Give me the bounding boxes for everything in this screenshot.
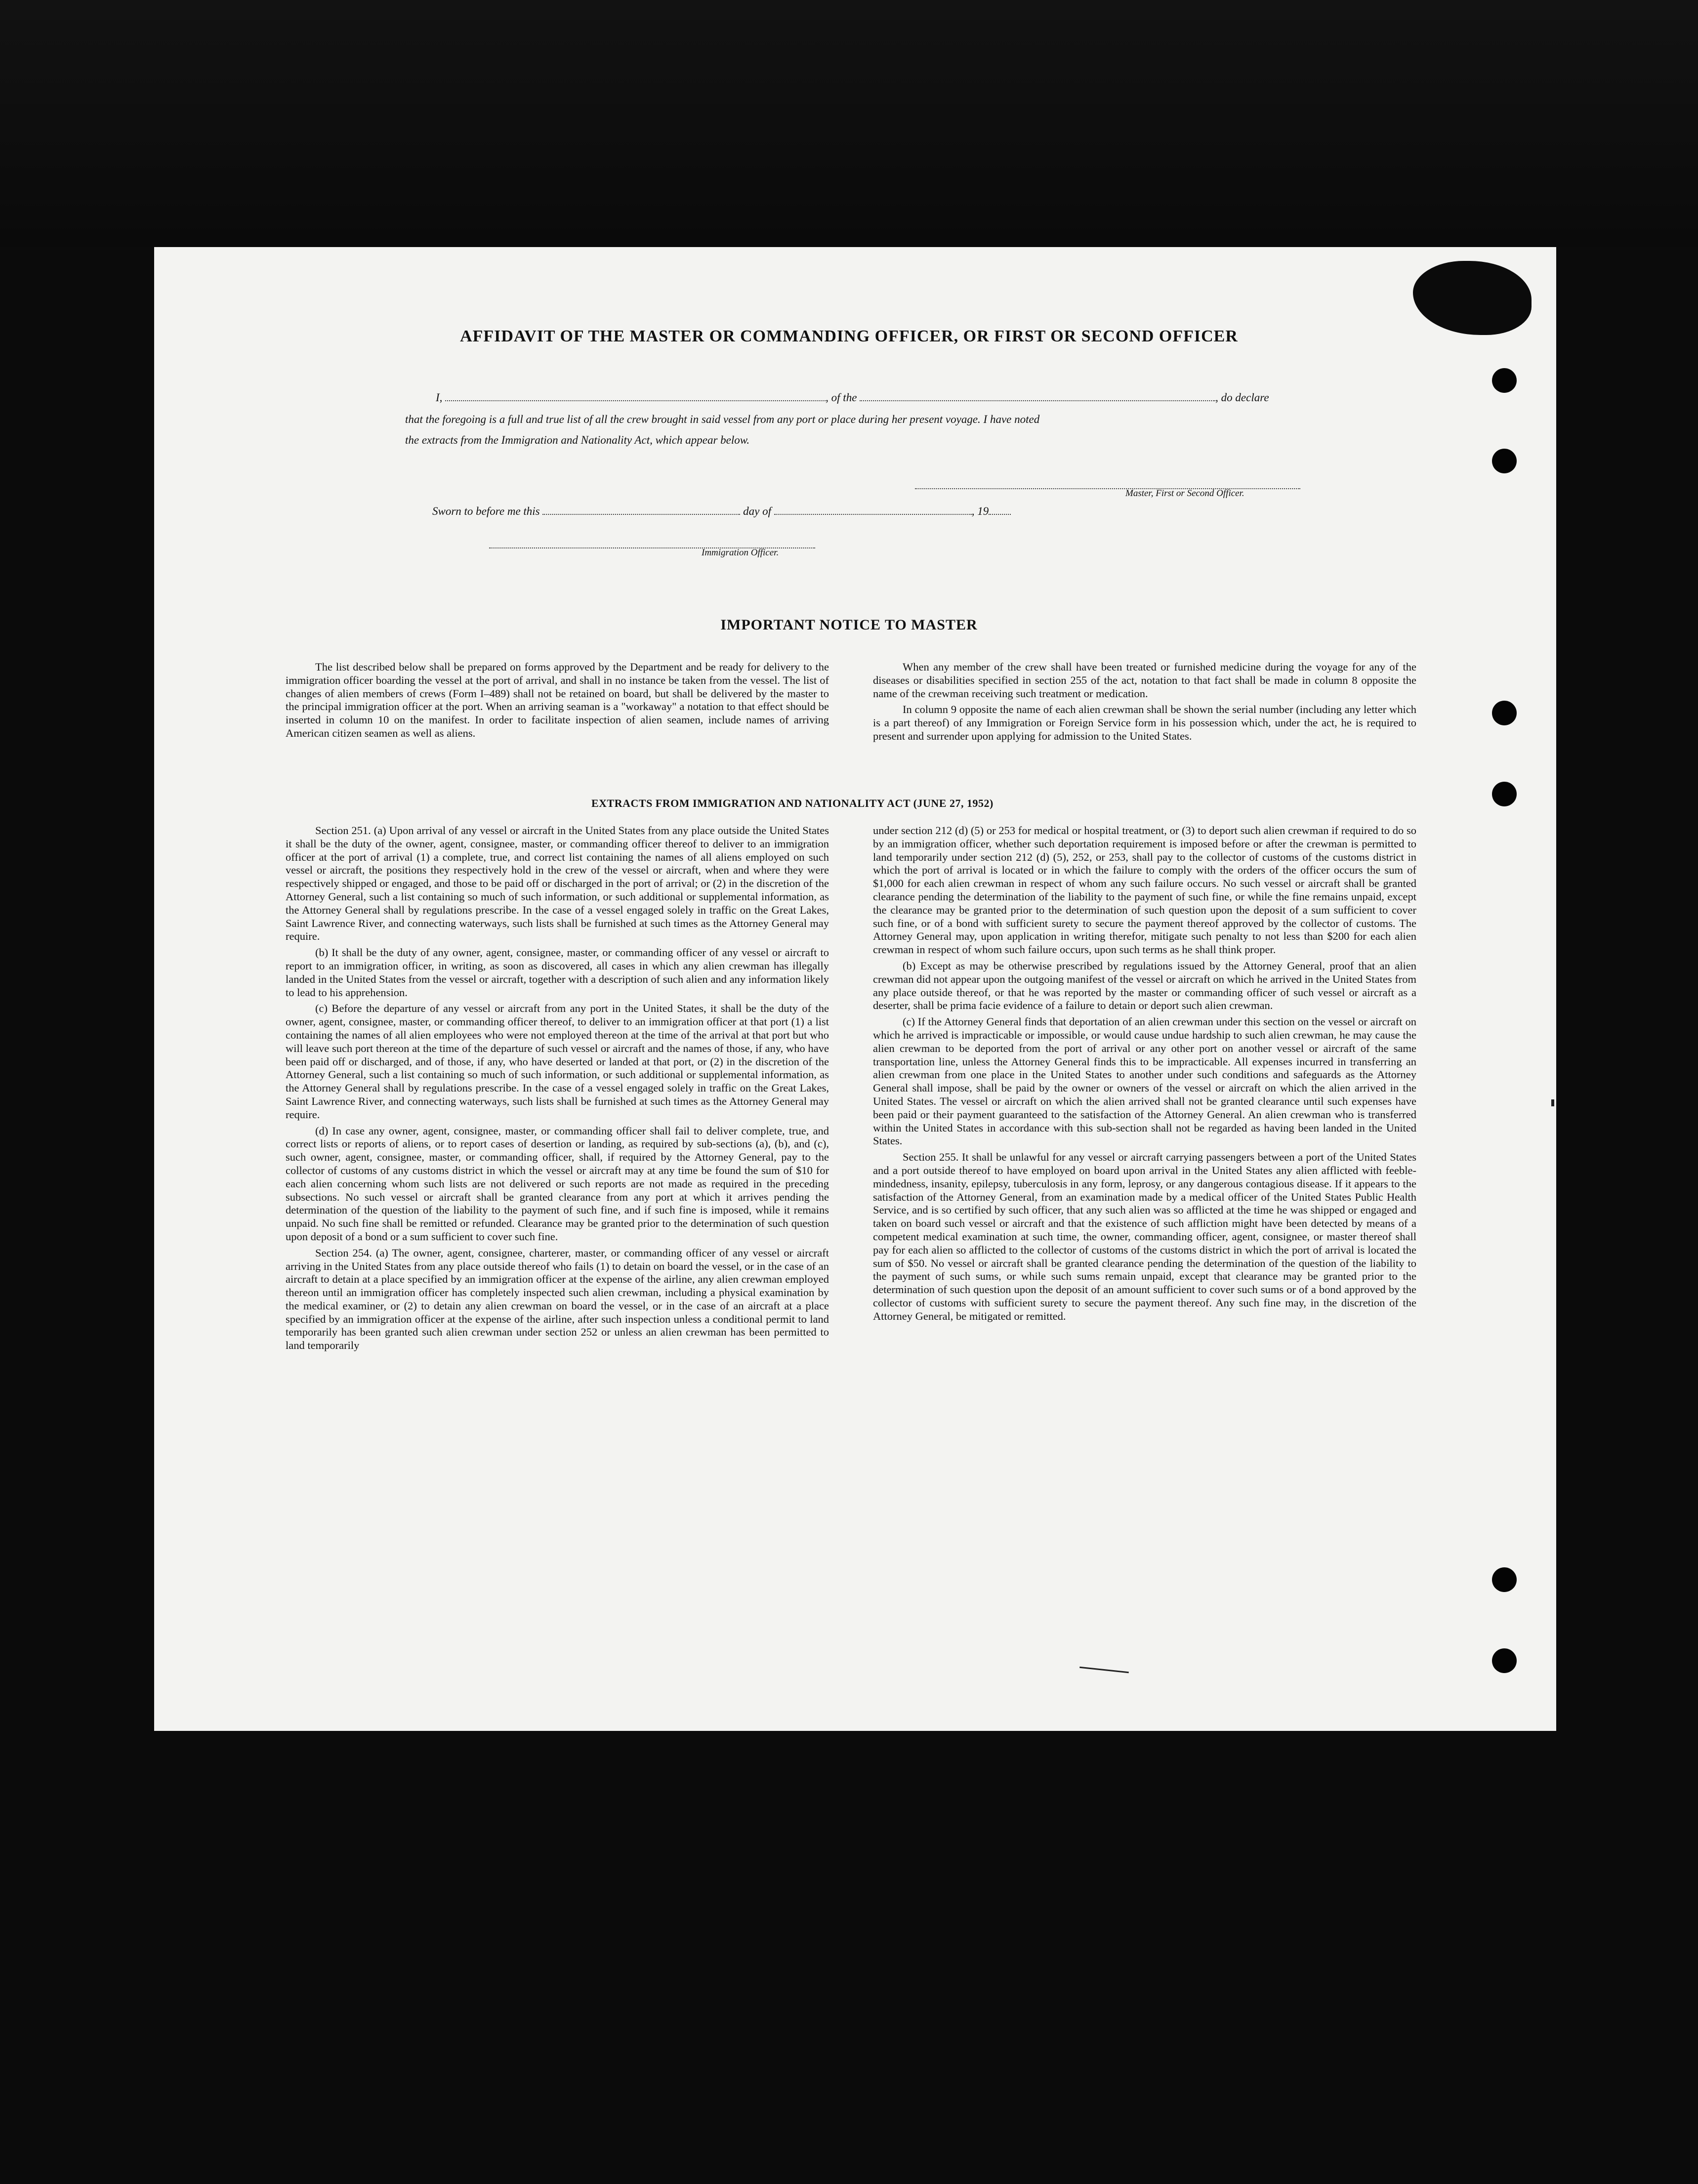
punch-hole [1492,368,1517,393]
label-year: , 19 [971,505,989,517]
year-field[interactable] [989,505,1011,515]
section-paragraph: Section 254. (a) The owner, agent, consignee, charterer, master, or commanding officer of any vessel or aircraft arriving in the United States from any place outside thereof who fails (1) to detain on board the vessel, or in the case of an aircraft to detain at a place specified by an immigration officer at the expense of the airline, any alien crewman employed thereon until an immigration officer has completely inspected such alien crewman, including a physical examination by the medical examiner, or (2) to detain any alien crewman on board the vessel, or in the case of an aircraft at a place specified by an immigration officer at the expense of the airline, after such inspection unless a conditional permit to land temporarily has been granted such alien crewman under section 252 or unless an alien crewman has been permitted to land temporarily [286,1246,829,1352]
vessel-field[interactable] [860,391,1215,401]
month-field[interactable] [774,505,972,515]
officer-caption: Immigration Officer. [702,547,779,558]
notice-title: IMPORTANT NOTICE TO MASTER [720,617,978,633]
punch-hole [1492,1648,1517,1673]
label-of-the: , of the [826,391,857,404]
section-paragraph: (d) In case any owner, agent, consignee, master, or commanding officer shall fail to deliver complete, true, and correct lists or reports of aliens, or to report cases of desertion or landing, as required by sub-sections (a), (b), and (c), such owner, agent, consignee, master, or commanding officer, shall, if required by the Attorney General, pay to the collector of customs of any customs district in which the vessel or aircraft may at any time be found the sum of $10 for each alien concerning whom such lists are not delivered or such reports are not made as required in the preceding subsections. No such vessel or aircraft shall be granted clearance from any port at which it arrives pending the determination of the question of the liability to the payment of such fine, and if such fine is imposed, while it remains unpaid. No such fine shall be remitted or refunded. Clearance may be granted prior to the determination of such question upon deposit of a bond or a sum sufficient to cover such fine. [286,1124,829,1243]
scan-background [0,0,1698,247]
label-day-of: day of [743,505,771,517]
affidavit-line-1 [436,391,1269,404]
scan-mark [1551,1099,1554,1106]
label-do-declare: , do declare [1215,391,1269,404]
notice-left-column [286,661,829,743]
section-paragraph: Section 255. It shall be unlawful for any vessel or aircraft carrying passengers between a port of the United States and a port outside thereof to have employed on board upon arrival in the United States any alien afflicted with feeble-mindedness, insanity, epilepsy, tuberculosis in any form, leprosy, or any dangerous contagious disease. If it appears to the satisfaction of the Attorney General, from an examination made by a medical officer of the United States Public Health Service, and is so certified by such officer, that any such alien was so afflicted at the time he was shipped or engaged and taken on board such vessel or aircraft and that the existence of such affliction might have been detected by means of a competent medical examination at such time, the owner, commanding officer, agent, consignee, or master thereof shall pay for each alien so afflicted to the collector of customs of the customs district in which the port of arrival is located the sum of $50. No vessel or aircraft shall be granted clearance pending the determination of the question of the liability to the payment of such sums, or while such sums remain unpaid, except that clearance may be granted prior to the determination of such question upon the deposit of an amount sufficient to cover such sums or of a bond approved by the collector of customs with sufficient surety to secure the payment thereof. Any such fine may, in the discretion of the Attorney General, be mitigated or remitted. [873,1151,1416,1322]
punch-hole [1492,782,1517,806]
notice-paragraph: In column 9 opposite the name of each alien crewman shall be shown the serial number (including any letter which is a part thereof) of any Immigration or Foreign Service form in his possession which, under the act, he is required to present and surrender upon applying for admission to the United States. [873,703,1416,742]
label-i: I, [436,391,443,404]
punch-hole [1492,449,1517,473]
section-paragraph: (c) Before the departure of any vessel or aircraft from any port in the United States, it shall be the duty of the owner, agent, consignee, master, or commanding officer thereof, to deliver to an immigration officer at that port (1) a list containing the names of all alien employees who were not employed thereon at the time of the arrival at that port but who will leave such port thereon at the time of the departure of such vessel or aircraft and the names of those, if any, who have been paid off or discharged, and of those, if any, who have deserted or landed at that port, or (2) in the discretion of the Attorney General, such a list containing so much of such information, or such additional or supplemental information, as the Attorney General shall by regulations prescribe. In the case of a vessel engaged solely in traffic on the Great Lakes, Saint Lawrence River, and connecting waterways, such lists shall be furnished at such times as the Attorney General may require. [286,1002,829,1121]
officer-signature-line[interactable] [489,539,815,548]
affidavit-line-2: that the foregoing is a full and true list of all the crew brought in said vessel from any port or place during her present voyage. I have noted [405,413,1040,425]
section-paragraph: Section 251. (a) Upon arrival of any vessel or aircraft in the United States from any place outside the United States it shall be the duty of the owner, agent, consignee, master, or commanding officer thereof to deliver to an immigration officer at the port of arrival (1) a complete, true, and correct list containing the names of all aliens employed on such vessel or aircraft, the positions they respectively hold in the crew of the vessel or aircraft, when and where they were respectively shipped or engaged, and those to be paid off or discharged in the port of arrival; or (2) in the discretion of the Attorney General, such a list containing so much of such information, or such additional or supplemental information, as the Attorney General shall by regulations prescribe. In the case of a vessel engaged solely in traffic on the Great Lakes, Saint Lawrence River, and connecting waterways, such lists shall be furnished at such times as the Attorney General may require. [286,824,829,943]
signature-line[interactable] [915,479,1300,489]
section-paragraph: (b) Except as may be otherwise prescribed by regulations issued by the Attorney General, proof that an alien crewman did not appear upon the outgoing manifest of the vessel or aircraft on which he arrived in the United States from any place outside thereof, or that he was reported by the master or commanding officer of such vessel or aircraft as a deserter, shall be prima facie evidence of a failure to detain or deport such alien crewman. [873,959,1416,1012]
day-field[interactable] [542,505,740,515]
notice-paragraph: The list described below shall be prepared on forms approved by the Department and be ready for delivery to the immigration officer boarding the vessel at the port of arrival, and shall in no instance be taken from the vessel. The list of changes of alien members of crews (Form I–489) shall not be retained on board, but shall be delivered by the master to the principal immigration officer at the port. When an arriving seaman is a "workaway" a notation to that effect should be inserted in column 10 on the manifest. In order to facilitate inspection of alien seamen, include names of arriving American citizen seamen as well as aliens. [286,661,829,739]
punch-hole [1492,1567,1517,1592]
name-field[interactable] [445,391,826,401]
section-paragraph: (b) It shall be the duty of any owner, agent, consignee, master, or commanding officer of any vessel or aircraft to report to an immigration officer, in writing, as soon as discovered, all cases in which any alien crewman has illegally landed in the United States from the vessel or aircraft, together with a description of such alien and any information likely to lead to his apprehension. [286,946,829,999]
section-paragraph: (c) If the Attorney General finds that deportation of an alien crewman under this section on the vessel or aircraft on which he arrived is impracticable or impossible, or would cause undue hardship to such alien crewman, he may cause the alien crewman to be deported from the port of arrival or any other port on another vessel or aircraft of the same transportation line, unless the Attorney General finds this to be impracticable. All expenses incurred in transferring an alien crewman from one place in the United States to another under such conditions and safeguards as the Attorney General shall impose, shall be paid by the owner or owners of the vessel or aircraft on which the alien arrived in the United States. The vessel or aircraft on which the alien arrived shall not be granted clearance until such expenses have been paid or their payment guaranteed to the satisfaction of the Attorney General. An alien crewman who is transferred within the United States in accordance with this sub-section shall not be regarded as having been landed in the United States. [873,1015,1416,1147]
notice-right-column [873,661,1416,746]
extracts-left-column [286,824,829,1355]
sworn-line [432,505,1011,518]
extracts-title: EXTRACTS FROM IMMIGRATION AND NATIONALITY ACT (JUNE 27, 1952) [591,797,994,809]
affidavit-line-3: the extracts from the Immigration and Nationality Act, which appear below. [405,434,750,446]
extracts-right-column [873,824,1416,1326]
signature-caption: Master, First or Second Officer. [1125,488,1244,499]
punch-hole [1492,701,1517,725]
affidavit-title: AFFIDAVIT OF THE MASTER OR COMMANDING OFFICER, OR FIRST OR SECOND OFFICER [460,327,1238,345]
label-sworn: Sworn to before me this [432,505,540,517]
notice-paragraph: When any member of the crew shall have been treated or furnished medicine during the voyage for any of the diseases or disabilities specified in section 255 of the act, notation to that fact shall be made in column 8 opposite the name of the crewman receiving such treatment or medication. [873,661,1416,700]
section-paragraph: under section 212 (d) (5) or 253 for medical or hospital treatment, or (3) to deport such alien crewman if required to do so by an immigration officer, whether such deportation requirement is imposed before or after the crewman is permitted to land temporarily under section 212 (d) (5), 252, or 253, shall pay to the collector of customs of the customs district in which the port of arrival is located or in which the failure to comply with the orders of the officer occurs the sum of $1,000 for each alien crewman in respect of whom any such failure occurs. No such vessel or aircraft shall be granted clearance pending the determination of the liability to the payment of such fine, or while the fine remains unpaid, except the clearance may be granted prior to the determination of such question upon the deposit of a sum sufficient to cover such fine, or of a bond with sufficient surety to secure the payment thereof approved by the collector of customs. The Attorney General may, upon application in writing therefor, mitigate such penalty to not less than $200 for each alien crewman in respect of whom such failure occurs, upon such terms as he shall think proper. [873,824,1416,956]
